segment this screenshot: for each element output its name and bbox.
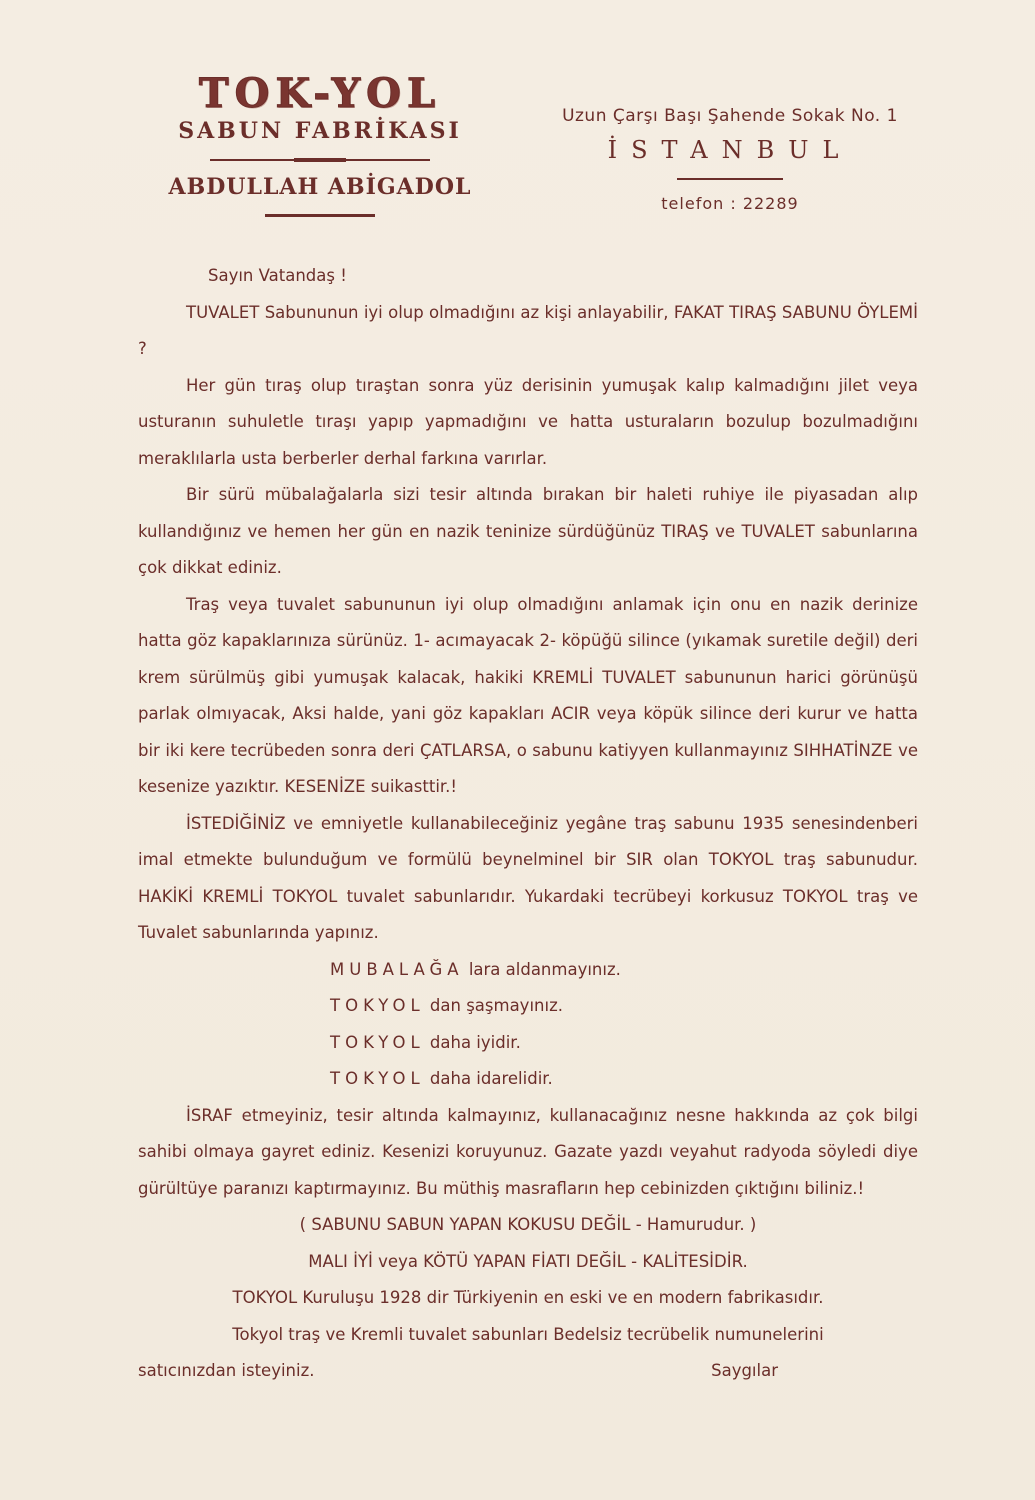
contact-block [530,106,930,213]
letter-body [138,258,918,1390]
samples-end: satıcınızdan isteyiniz. [138,1361,315,1380]
divider [210,158,430,162]
slogan-key: TOKYOL [330,996,425,1015]
company-block [140,72,500,217]
factory-name: SABUN FABRİKASI [178,118,462,144]
advice-paragraph: İSRAF etmeyiniz, tesir altında kalmayınız, kullanacağınız nesne hakkında az çok bilgi sahibi olmaya gayret ediniz. Kesenizi koruyunuz. Gazate yazdı veyahut radyoda söyledi diye gürültüye paranızı kaptırmayınız. Bu müthiş masrafların hep cebinizden çıktığını biliniz.! [138,1105,918,1198]
slogan-key: TOKYOL [330,1032,425,1052]
slogan-key: TOKYOL [330,1069,425,1088]
paragraph: TUVALET Sabununun iyi olup olmadığını az kişi anlayabilir, FAKAT TIRAŞ SABUNU ÖYLEMİ ? [138,302,918,358]
signoff: Saygılar [711,1361,778,1380]
owner-name: ABDULLAH ABİGADOL [168,174,472,200]
paragraph: Bir sürü mübalağalarla sizi tesir altında bırakan bir haleti ruhiye ile piyasadan alıp kullandığınız ve hemen her gün en nazik teninize sürdüğünüz TIRAŞ ve TUVALET sabunlarına çok dikkat ediniz. [138,485,918,577]
motto: MALI İYİ veya KÖTÜ YAPAN FİATI DEĞİL - KALİTESİDİR. [308,1251,748,1271]
brand-logo: TOK-YOL [198,70,442,117]
slogan-list [138,952,918,1098]
closing-row [138,1353,918,1390]
slogan-text: daha idarelidir. [429,1069,553,1088]
slogan-key: MUBALAĞA [330,959,464,979]
slogan-text: daha iyidir. [429,1032,521,1052]
divider [265,214,375,217]
founded-line: TOKYOL Kuruluşu 1928 dir Türkiyenin en eski ve en modern fabrikasıdır. [232,1288,824,1307]
city: İSTANBUL [607,136,853,164]
slogan [330,1061,918,1098]
slogan-text: dan şaşmayınız. [429,996,563,1015]
greeting: Sayın Vatandaş ! [208,266,347,285]
slogan [330,1025,918,1062]
divider [677,178,783,180]
slogan [330,952,918,989]
paragraph: Traş veya tuvalet sabununun iyi olup olmadığını anlamak için onu en nazik derinize hatta göz kapaklarınıza sürünüz. 1- acımayacak 2- köpüğü silince (yıkamak suretile değil) deri krem sürülmüş gibi yumuşak kalacak, hakiki KREMLİ TUVALET sabununun harici görünüşü parlak olmıyacak, Aksi halde, yani göz kapakları ACIR veya köpük silince deri kurur ve hatta bir iki kere tecrübeden sonra deri ÇATLARSA, o sabunu katiyyen kullanmayınız SIHHATİNZE ve kesenize yazıktır. KESENİZE suikasttir.! [138,594,918,796]
slogan-text: lara aldanmayınız. [468,959,621,979]
address: Uzun Çarşı Başı Şahende Sokak No. 1 [562,106,898,126]
paragraph: İSTEDİĞİNİZ ve emniyetle kullanabileceğiniz yegâne traş sabunu 1935 senesindenberi imal etmekte bulunduğum ve formülü beynelminel bir SIR olan TOKYOL traş sabunudur. HAKİKİ KREMLİ TOKYOL tuvalet sabunlarıdır. Yukardaki tecrübeyi korkusuz TOKYOL traş ve Tuvalet sabunlarında yapınız. [138,813,918,942]
slogan [330,988,918,1025]
motto: ( SABUNU SABUN YAPAN KOKUSU DEĞİL - Hamurudur. ) [299,1215,757,1234]
phone: telefon : 22289 [661,194,799,213]
paragraph: Her gün tıraş olup tıraştan sonra yüz derisinin yumuşak kalıp kalmadığını jilet veya usturanın suhuletle tıraşı yapıp yapmadığını ve hatta usturaların bozulup bozulmadığını meraklılarla usta berberler derhal farkına varırlar. [138,375,918,468]
samples-line: Tokyol traş ve Kremli tuvalet sabunları Bedelsiz tecrübelik numunelerini [232,1324,824,1344]
